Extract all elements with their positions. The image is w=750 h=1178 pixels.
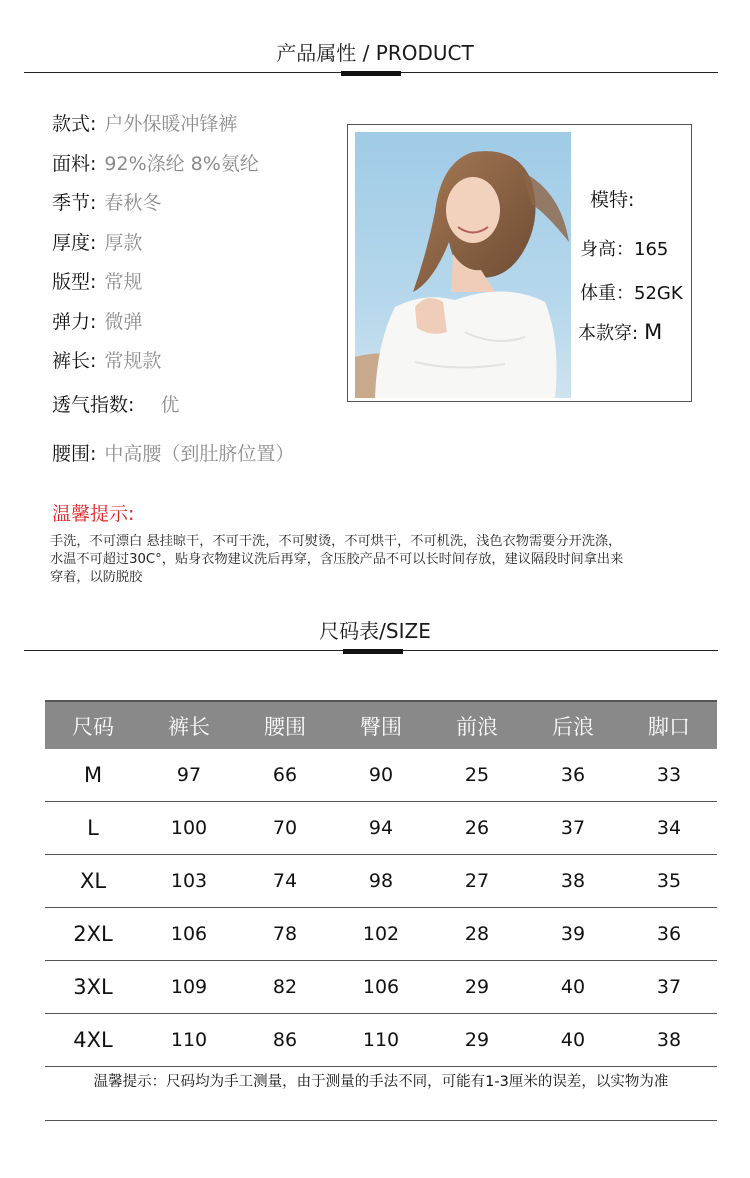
table-cell: 38 [525, 855, 621, 908]
attr-value: 92%涤纶 8%氨纶 [104, 153, 259, 175]
attr-value: 优 [160, 394, 180, 416]
attr-key: 季节: [52, 192, 97, 214]
attr-row-breathability [52, 390, 179, 417]
attr-value: 常规款 [104, 350, 162, 372]
table-cell: 110 [333, 1014, 429, 1067]
model-wears-label: 本款穿: [578, 323, 639, 344]
table-cell: 29 [429, 1014, 525, 1067]
attr-value: 春秋冬 [104, 192, 162, 214]
table-cell: 78 [237, 908, 333, 961]
care-tip-line: 穿着，以防脱胶 [50, 570, 143, 585]
header-leg-opening: 脚口 [621, 701, 717, 749]
table-cell: 66 [237, 749, 333, 802]
table-row [45, 1014, 717, 1067]
table-cell: 34 [621, 802, 717, 855]
header-length: 裤长 [141, 701, 237, 749]
table-cell: 100 [141, 802, 237, 855]
table-row [45, 855, 717, 908]
table-cell: 109 [141, 961, 237, 1014]
table-cell: 106 [141, 908, 237, 961]
care-tip-line: 水温不可超过30C°，贴身衣物建议洗后再穿，含压胶产品不可以长时间存放，建议隔段时间拿出来 [50, 552, 624, 567]
table-cell: 102 [333, 908, 429, 961]
table-cell: 27 [429, 855, 525, 908]
attr-value: 微弹 [104, 311, 143, 333]
model-weight: 体重：52GK [580, 283, 683, 304]
table-cell: 98 [333, 855, 429, 908]
attr-row-style [52, 109, 237, 136]
table-row [45, 749, 717, 802]
model-photo [355, 132, 571, 398]
table-cell: 25 [429, 749, 525, 802]
header-back-rise: 后浪 [525, 701, 621, 749]
table-cell: 28 [429, 908, 525, 961]
size-section-accent-bar [343, 649, 403, 654]
table-cell: 37 [621, 961, 717, 1014]
model-height: 身高：165 [580, 239, 669, 260]
care-tip-body [50, 533, 710, 587]
product-section-title: 产品属性 / PRODUCT [276, 41, 474, 65]
table-cell: 36 [621, 908, 717, 961]
table-cell: M [45, 749, 141, 802]
table-cell: 29 [429, 961, 525, 1014]
attr-row-fit [52, 267, 142, 294]
attr-value: 户外保暖冲锋裤 [104, 113, 238, 135]
attr-value: 中高腰（到肚脐位置） [104, 443, 295, 465]
table-row [45, 908, 717, 961]
attr-value: 常规 [104, 271, 143, 293]
table-cell: 97 [141, 749, 237, 802]
size-table-note-divider [45, 1120, 717, 1121]
table-cell: 103 [141, 855, 237, 908]
table-cell: 74 [237, 855, 333, 908]
size-table-note: 温馨提示：尺码均为手工测量，由于测量的手法不同，可能有1-3厘米的误差，以实物为准 [93, 1074, 669, 1090]
table-cell: 35 [621, 855, 717, 908]
table-cell: 90 [333, 749, 429, 802]
attr-row-thickness [52, 228, 142, 255]
table-cell: 86 [237, 1014, 333, 1067]
attr-key: 厚度: [52, 232, 97, 254]
table-cell: 4XL [45, 1014, 141, 1067]
table-cell: XL [45, 855, 141, 908]
model-wears [578, 319, 662, 345]
attr-key: 腰围: [52, 443, 97, 465]
table-cell: 2XL [45, 908, 141, 961]
size-section-title: 尺码表/SIZE [319, 619, 431, 643]
header-hip: 臀围 [333, 701, 429, 749]
attr-key: 版型: [52, 271, 97, 293]
size-table [45, 700, 717, 1067]
attr-row-waist [52, 439, 294, 466]
attr-row-season [52, 188, 161, 215]
table-cell: 39 [525, 908, 621, 961]
table-cell: 82 [237, 961, 333, 1014]
attr-row-elasticity [52, 307, 142, 334]
table-row [45, 802, 717, 855]
care-tip-line: 手洗，不可漂白 悬挂晾干，不可干洗，不可熨烫，不可烘干，不可机洗，浅色衣物需要分开洗涤， [50, 534, 622, 549]
model-wears-size: M [644, 320, 663, 344]
table-cell: 40 [525, 961, 621, 1014]
attr-key: 弹力: [52, 311, 97, 333]
table-cell: 38 [621, 1014, 717, 1067]
attr-key: 透气指数: [52, 394, 135, 416]
table-cell: 94 [333, 802, 429, 855]
table-cell: 40 [525, 1014, 621, 1067]
model-label: 模特: [590, 189, 635, 211]
table-cell: 37 [525, 802, 621, 855]
header-size: 尺码 [45, 701, 141, 749]
header-front-rise: 前浪 [429, 701, 525, 749]
attr-row-fabric [52, 149, 259, 176]
product-section-accent-bar [341, 71, 401, 76]
table-cell: 106 [333, 961, 429, 1014]
care-tip-title: 温馨提示: [52, 503, 135, 525]
attr-key: 裤长: [52, 350, 97, 372]
table-cell: 36 [525, 749, 621, 802]
table-cell: 3XL [45, 961, 141, 1014]
table-cell: 70 [237, 802, 333, 855]
table-cell: 110 [141, 1014, 237, 1067]
attr-key: 面料: [52, 153, 97, 175]
attr-row-length [52, 346, 161, 373]
attr-value: 厚款 [104, 232, 143, 254]
attr-key: 款式: [52, 113, 97, 135]
header-waist: 腰围 [237, 701, 333, 749]
table-cell: 26 [429, 802, 525, 855]
table-cell: 33 [621, 749, 717, 802]
table-row [45, 961, 717, 1014]
size-table-header-row [45, 701, 717, 749]
table-cell: L [45, 802, 141, 855]
